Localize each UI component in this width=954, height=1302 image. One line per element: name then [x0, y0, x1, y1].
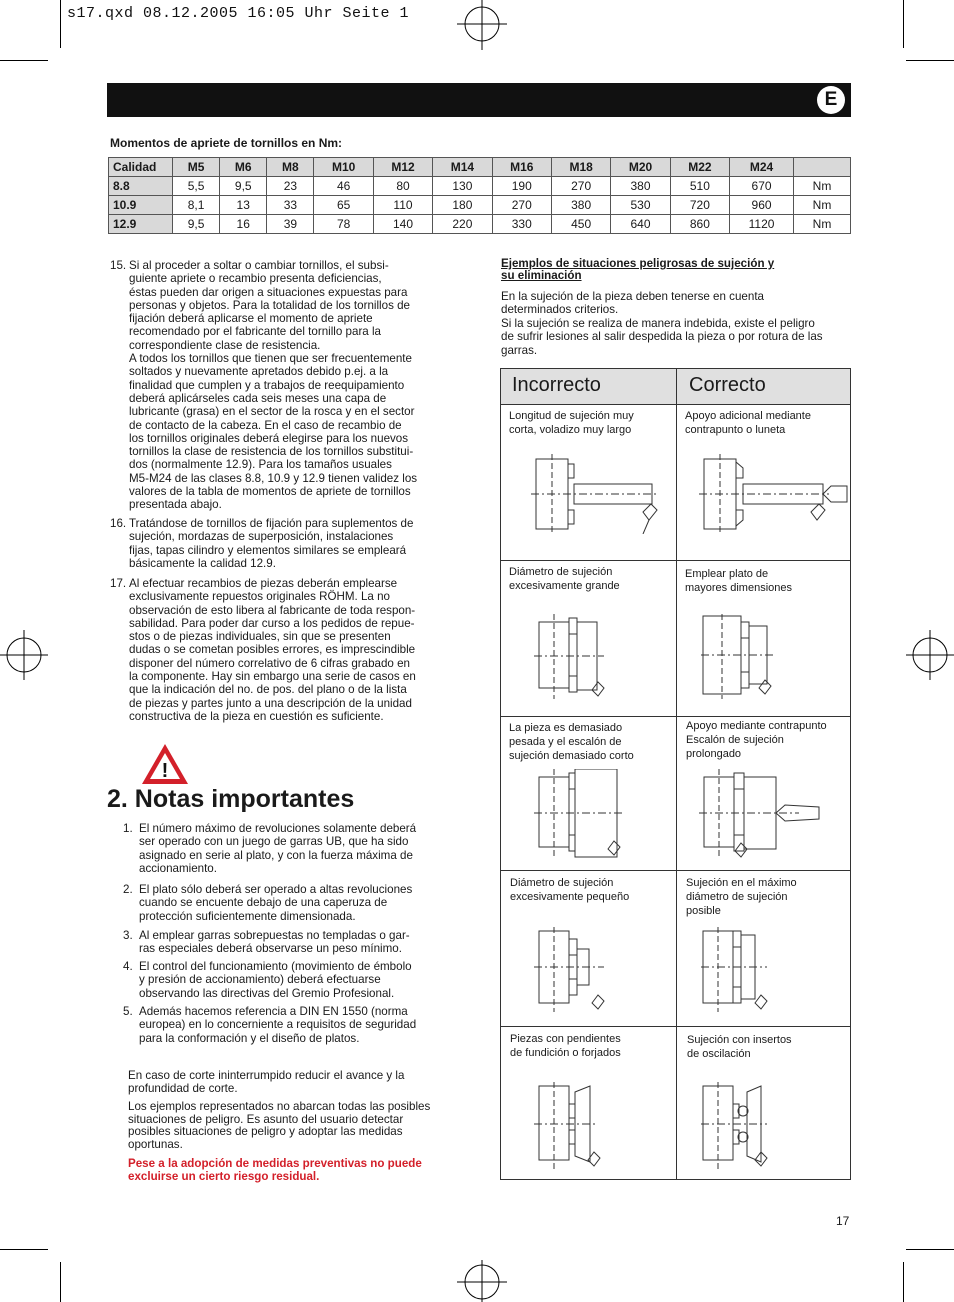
note-number: 5. — [123, 1005, 133, 1018]
table-cell: 9,5 — [220, 177, 267, 196]
row-divider — [501, 716, 850, 717]
chuck-illustration — [701, 614, 811, 699]
note-text: Además hacemos referencia a DIN EN 1550 (norma europea) en lo concerniente a requisitos de seguridad para la conformación y el diseño de platos. — [139, 1005, 417, 1045]
chuck-illustration — [701, 927, 811, 1012]
crop-mark — [906, 60, 954, 61]
item-text: Al efectuar recambios de piezas deberán emplearse exclusivamente repuestos originales RÖHM. La no observación de esto libera al fabricante de toda respon- sabilidad. Para poder dar curso a los pedidos de repue- stos o de piezas individuales, sin que se presenten dudas o se cometan posibles errores, es imprescindible disponer del número correlativo de 6 cifras grabado en la componente. Hay sin embargo una serie de casos en que la indicación del no. de pos. del plano o de la lista de piezas y partes junto a una descripción de la unidad constructiva de la pieza en cuestión es suficiente. — [129, 577, 416, 723]
example-correct-label: Sujeción con insertos de oscilación — [687, 1034, 792, 1060]
table-cell: 720 — [670, 196, 729, 215]
item-number: 17. — [110, 577, 127, 590]
table-cell: 220 — [433, 215, 492, 234]
chuck-illustration — [699, 454, 849, 534]
table-cell: 530 — [611, 196, 670, 215]
examples-intro: En la sujeción de la pieza deben tenerse en cuenta determinados criterios. — [501, 290, 764, 317]
table-row — [109, 177, 851, 196]
list-item — [110, 259, 455, 515]
table-cell: 450 — [551, 215, 610, 234]
note-text: Al emplear garras sobrepuestas no templadas o gar- ras especiales deberá observarse un peso mínimo. — [139, 929, 410, 956]
example-incorrect-label: Diámetro de sujeción excesivamente pequeño — [510, 877, 630, 903]
table-cell: 23 — [267, 177, 314, 196]
note-text: El plato sólo deberá ser operado a altas revoluciones cuando se encuente debajo de una caperuza de protección suficientemente dimensionada. — [139, 883, 413, 923]
torque-table — [108, 157, 851, 234]
table-cell: 270 — [551, 177, 610, 196]
note-number: 2. — [123, 883, 133, 896]
item-number: 15. — [110, 259, 127, 272]
note-item — [123, 1005, 453, 1047]
table-cell: 190 — [492, 177, 551, 196]
note-item — [123, 929, 453, 957]
language-badge: E — [817, 86, 845, 114]
table-cell: 78 — [314, 215, 373, 234]
table-cell: 39 — [267, 215, 314, 234]
note-item — [123, 960, 453, 1002]
registration-mark-right — [906, 630, 954, 680]
example-incorrect-label: Diámetro de sujeción excesivamente grande — [509, 566, 620, 592]
note-number: 4. — [123, 960, 133, 973]
row-divider — [501, 870, 850, 871]
residual-risk-warning: Pese a la adopción de medidas preventivas no puede excluirse un cierto riesgo residual. — [128, 1157, 422, 1183]
table-row — [109, 215, 851, 234]
table-cell: Nm — [794, 196, 851, 215]
examples-title: Ejemplos de situaciones peligrosas de sujeción y su eliminación — [501, 257, 775, 282]
note-paragraph: En caso de corte ininterrumpido reducir el avance y la profundidad de corte. — [128, 1069, 405, 1095]
note-text: El control del funcionamiento (movimiento de émbolo y presión de accionamiento) deberá efectuarse observando las directivas del Gremio Profesional. — [139, 960, 412, 1000]
row-divider — [501, 560, 850, 561]
table-cell: 130 — [433, 177, 492, 196]
table-cell: 670 — [730, 177, 794, 196]
item-number: 16. — [110, 517, 127, 530]
list-item — [110, 517, 455, 577]
crop-mark — [60, 1262, 61, 1302]
table-cell: Nm — [794, 215, 851, 234]
registration-mark-top — [457, 0, 507, 50]
note-item — [123, 883, 453, 925]
example-incorrect-label: La pieza es demasiado pesada y el escalón de sujeción demasiado corto — [509, 722, 634, 762]
chuck-illustration — [699, 769, 849, 859]
header-bar — [107, 83, 851, 117]
table-cell: 960 — [730, 196, 794, 215]
example-correct-label: Apoyo mediante contrapunto Escalón de sujeción prolongado — [686, 720, 827, 760]
table-cell: 12.9 — [109, 215, 173, 234]
chuck-illustration — [701, 1082, 811, 1172]
note-item — [123, 822, 453, 878]
table-header-cell: M16 — [492, 158, 551, 177]
table-cell: 640 — [611, 215, 670, 234]
warning-icon — [140, 742, 190, 786]
table-header-cell: M14 — [433, 158, 492, 177]
examples-intro: Si la sujeción se realiza de manera indebida, existe el peligro de sufrir lesiones al salir despedida la pieza o por rotura de las garras. — [501, 317, 823, 357]
table-cell: 510 — [670, 177, 729, 196]
table-cell: 110 — [373, 196, 432, 215]
row-divider — [501, 1026, 850, 1027]
table-header-cell: M12 — [373, 158, 432, 177]
crop-mark — [903, 1262, 904, 1302]
table-header-cell: M6 — [220, 158, 267, 177]
example-incorrect-label: Piezas con pendientes de fundición o forjados — [510, 1033, 621, 1059]
crop-mark — [0, 1249, 48, 1250]
example-correct-label: Sujeción en el máximo diámetro de sujeción posible — [686, 877, 797, 917]
column-incorrect: Incorrecto — [512, 374, 601, 396]
table-cell: 80 — [373, 177, 432, 196]
note-number: 1. — [123, 822, 133, 835]
table-cell: 8.8 — [109, 177, 173, 196]
table-cell: 330 — [492, 215, 551, 234]
table-cell: 180 — [433, 196, 492, 215]
table-cell: 33 — [267, 196, 314, 215]
table-cell: 9,5 — [173, 215, 220, 234]
table-header-cell: M18 — [551, 158, 610, 177]
chuck-illustration — [534, 927, 644, 1012]
item-text: Si al proceder a soltar o cambiar tornillos, el subsi- guiente apriete o recambio presenta deficiencias, éstas pueden dar origen a situaciones expuestas para personas y objetos. Para la totalidad de los tornillos de fijación deberá aplicarse el momento de apriete recomendado por el fabricante del tornillo para la correspondiente clase de resistencia. A todos los tornillos que tienen que ser frecuentemente soltados y nuevamente apretados debido p.ej. a la finalidad que cumplen y a trabajos de reequipamiento deberá aplicárseles cada seis meses una capa de lubricante (grasa) en el sector de la rosca y en el sector de contacto de la cabeza. En el caso de recambio de los tornillos originales deberá elegirse para los nuevos tornillos la clase de resistencia de los tornillos substitui- dos (normalmente 12.9). Para los tamaños usuales M5-M24 de las clases 8.8, 10.9 y 12.9 tienen validez los valores de la tabla de momentos de apriete de tornillos presentada abajo. — [129, 259, 418, 512]
table-cell: 5,5 — [173, 177, 220, 196]
list-item — [110, 577, 455, 727]
example-correct-label: Emplear plato de mayores dimensiones — [685, 568, 792, 594]
table-cell: 46 — [314, 177, 373, 196]
crop-mark — [906, 1249, 954, 1250]
table-cell: 10.9 — [109, 196, 173, 215]
table-cell: 1120 — [730, 215, 794, 234]
table-cell: Nm — [794, 177, 851, 196]
torque-table-title: Momentos de apriete de tornillos en Nm: — [110, 136, 343, 150]
warning-symbol: ! — [161, 760, 169, 782]
table-cell: 65 — [314, 196, 373, 215]
example-correct-label: Apoyo adicional mediante contrapunto o luneta — [685, 410, 811, 436]
chuck-illustration — [531, 454, 661, 534]
registration-mark-left — [0, 630, 48, 680]
chuck-illustration — [534, 769, 644, 859]
table-cell: 140 — [373, 215, 432, 234]
note-number: 3. — [123, 929, 133, 942]
table-cell: 8,1 — [173, 196, 220, 215]
crop-mark — [60, 0, 61, 48]
note-paragraph: Los ejemplos representados no abarcan todas las posibles situaciones de peligro. Es asunto del usuario detectar posibles situaciones de peligro y adoptar las medidas oportunas. — [128, 1100, 431, 1151]
table-header-cell: Calidad — [109, 158, 173, 177]
table-header-cell: M5 — [173, 158, 220, 177]
clamping-examples-grid — [500, 368, 851, 1180]
table-cell: 380 — [551, 196, 610, 215]
table-header-cell — [794, 158, 851, 177]
chuck-illustration — [534, 1082, 644, 1172]
table-cell: 13 — [220, 196, 267, 215]
table-header-cell: M24 — [730, 158, 794, 177]
column-divider — [676, 369, 677, 1179]
table-header-cell: M8 — [267, 158, 314, 177]
table-row — [109, 196, 851, 215]
table-cell: 270 — [492, 196, 551, 215]
crop-mark — [903, 0, 904, 48]
item-text: Tratándose de tornillos de fijación para suplementos de sujeción, mordazas de superposición, instalaciones fijas, tapas cilindro y elementos similares se empleará básicamente la calidad 12.9. — [129, 517, 414, 570]
note-text: El número máximo de revoluciones solamente deberá ser operado con un juego de garras UB, que ha sido asignado en serie al plato, y con la fuerza máxima de accionamiento. — [139, 822, 417, 875]
table-header-cell: M20 — [611, 158, 670, 177]
table-header-cell: M10 — [314, 158, 373, 177]
table-cell: 860 — [670, 215, 729, 234]
table-cell: 16 — [220, 215, 267, 234]
page-number: 17 — [836, 1214, 850, 1228]
registration-mark-bottom — [457, 1260, 507, 1302]
chuck-illustration — [534, 614, 644, 699]
table-cell: 380 — [611, 177, 670, 196]
crop-mark — [0, 60, 48, 61]
table-header-cell: M22 — [670, 158, 729, 177]
notes-title: 2. Notas importantes — [107, 785, 355, 813]
table-header-row — [109, 158, 851, 177]
example-incorrect-label: Longitud de sujeción muy corta, voladizo muy largo — [509, 410, 634, 436]
column-correct: Correcto — [689, 374, 766, 396]
print-slug: s17.qxd 08.12.2005 16:05 Uhr Seite 1 — [67, 5, 410, 22]
